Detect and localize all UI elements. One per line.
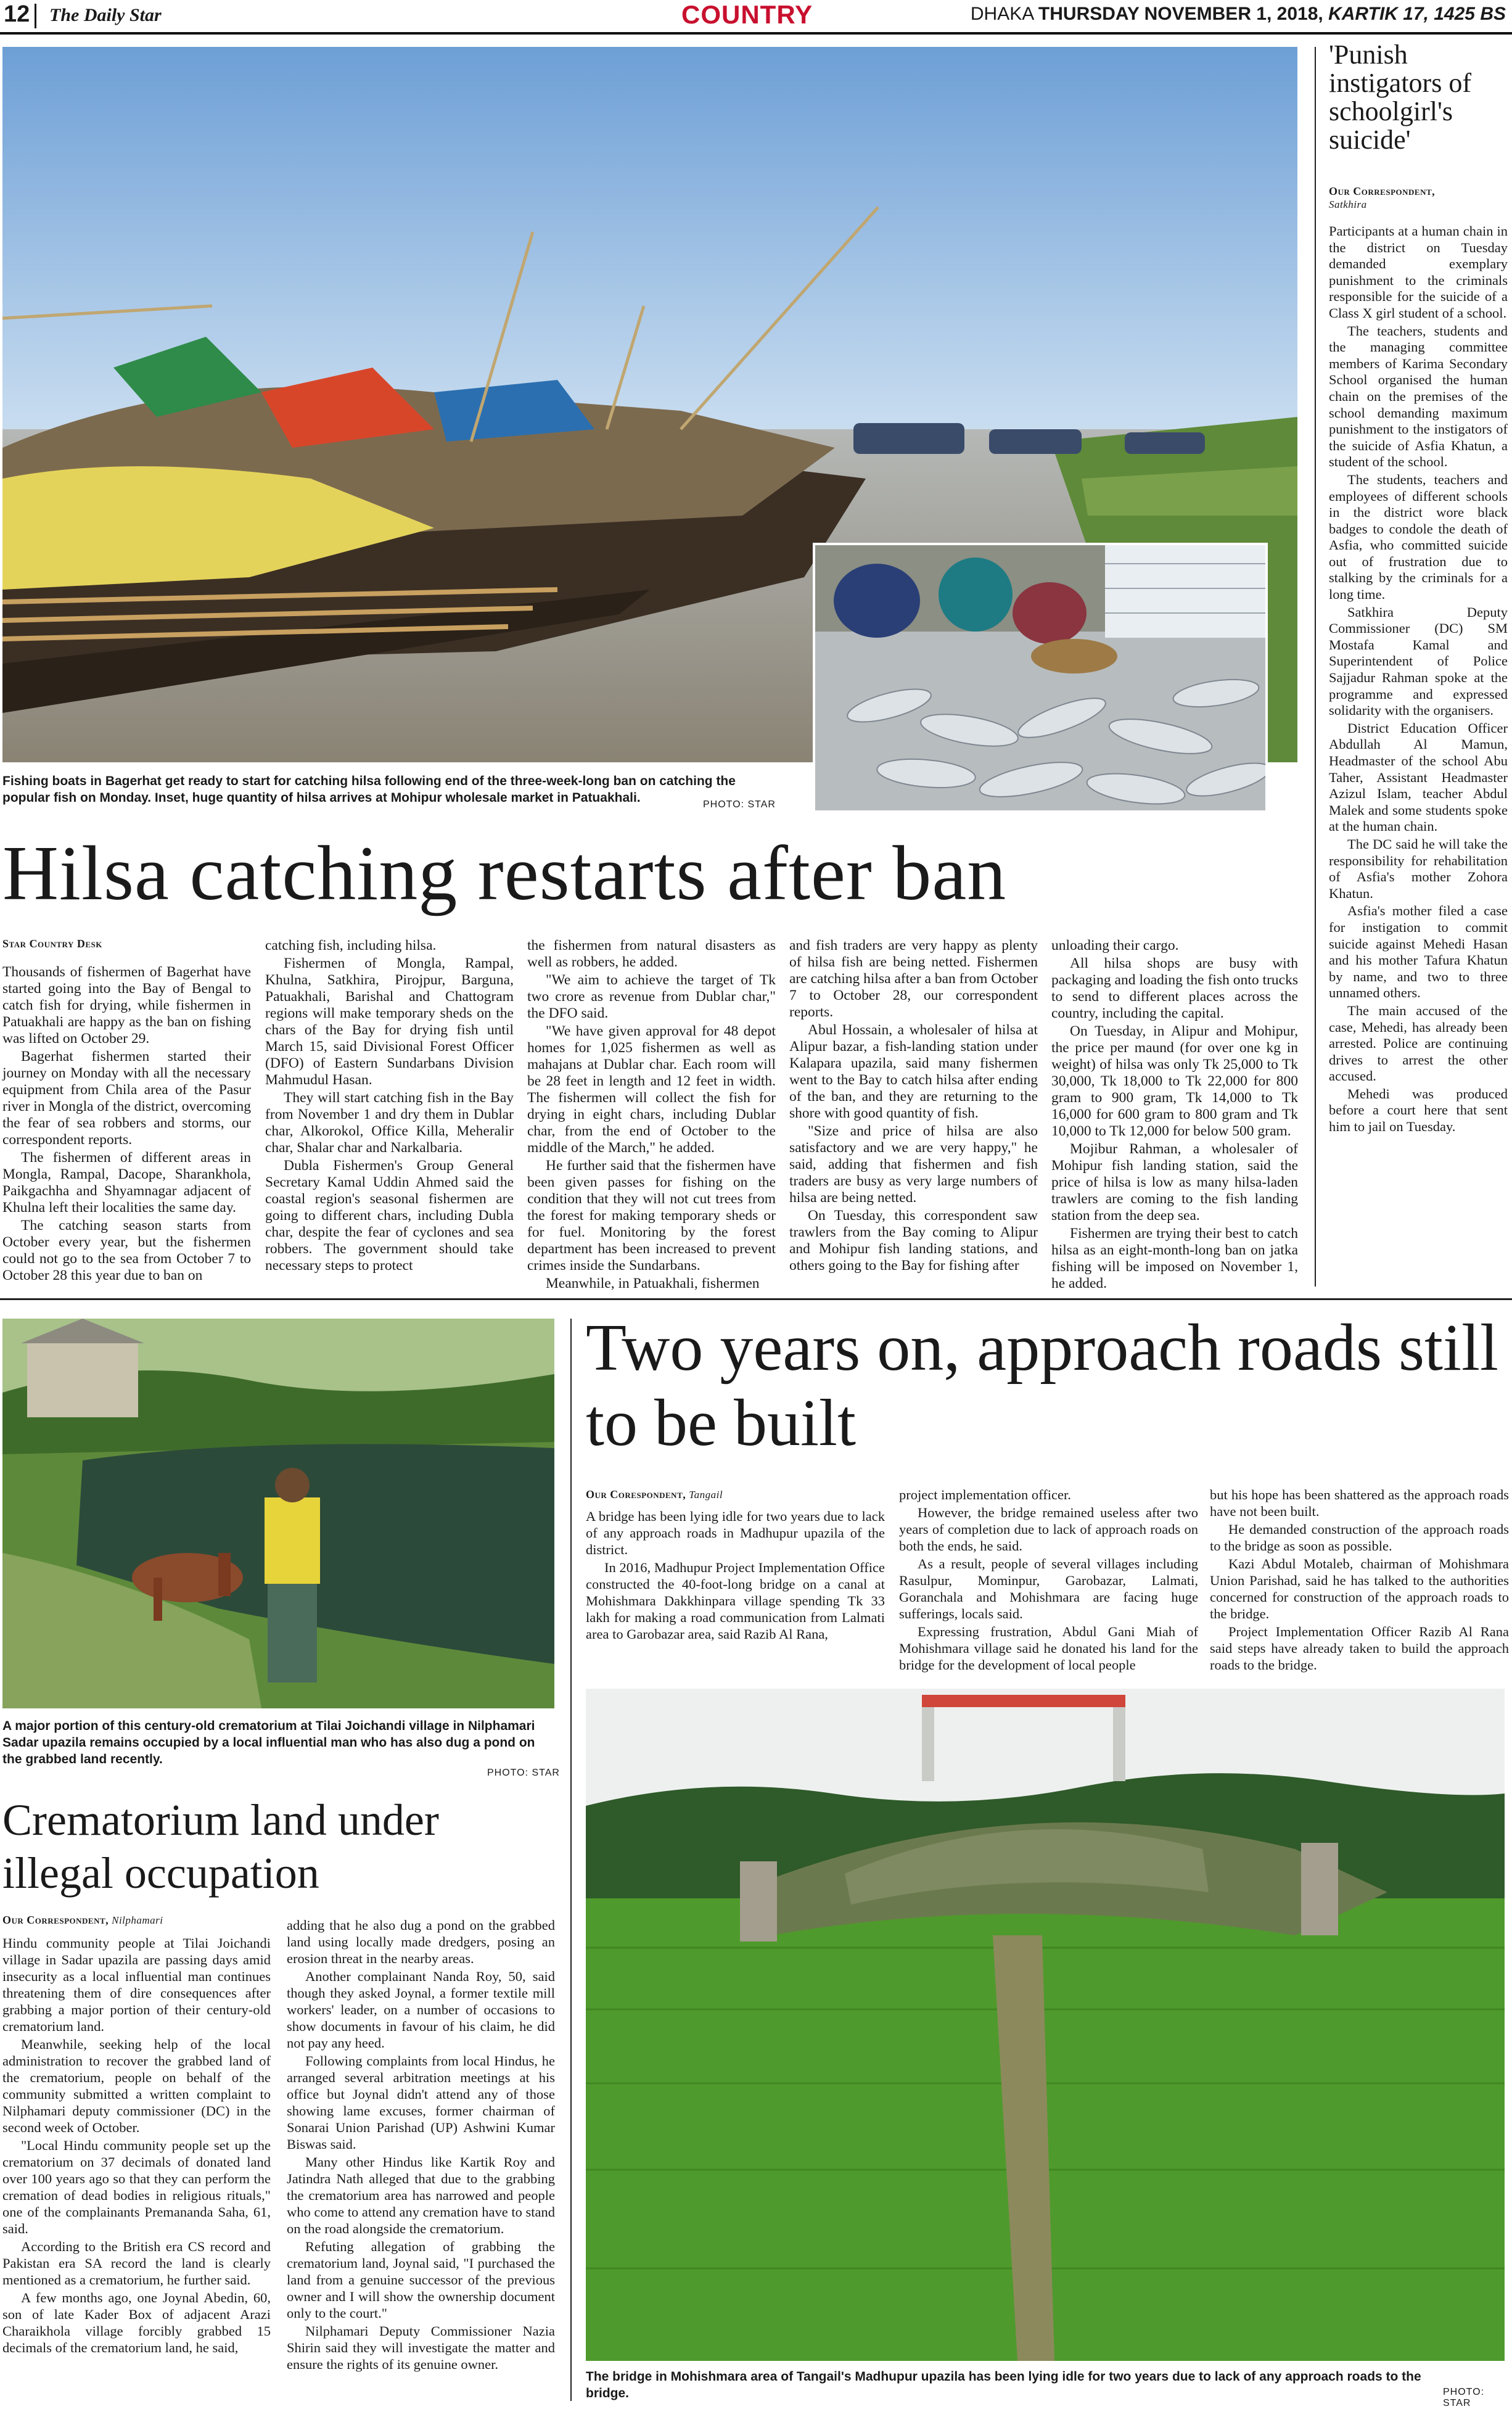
paragraph: Many other Hindus like Kartik Roy and Jatindra Nath alleged that due to the grabbing the crematorium area has narrowed and people who come to attend any cremation have to stand on the road alongside the crematorium. (287, 2154, 555, 2236)
section-divider (0, 1298, 1512, 1300)
paragraph: On Tuesday, this correspondent saw trawlers from the Bay coming to Alipur and Mohipur fish landing stations, and others going to the Bay for fishing after (789, 1208, 1038, 1274)
paragraph: "Size and price of hilsa are also satisfactory and we are very happy," he said, adding that fishermen and fish traders are busy as very large numbers of hilsa are being netted. (789, 1123, 1038, 1206)
hilsa-column-1 (2, 964, 251, 1285)
paragraph: catching fish, including hilsa. (265, 937, 437, 953)
paragraph: All hilsa shops are busy with packaging and loading the fish onto trucks to send to different places across the country, including the capital. (1051, 955, 1298, 1021)
hilsa-column-3 (527, 937, 776, 1293)
paragraph: Following complaints from local Hindus, he arranged several arbitration meetings at his office but Joynal didn't attend any of those showing lame excuses, former chairman of Sonarai Union Parishad (UP) Ashwini Kumar Biswas said. (287, 2053, 555, 2152)
paragraph: Bagerhat fishermen started their journey on Monday with all the necessary equipment from Chila area of the Pasur river in Mongla of the district, overcoming the fear of sea robbers and storms, our correspondent reports. (2, 1048, 251, 1148)
crematorium-column-2 (287, 1917, 555, 2374)
paragraph: Another complainant Nanda Roy, 50, said though they asked Joynal, a former textile mill workers' leader, on a number of occasions to show documents in favour of his claim, he did not pay any heed. (287, 1969, 555, 2051)
bridge-headline: Two years on, approach roads still to be built (586, 1311, 1499, 1460)
hilsa-column-2 (265, 937, 514, 1275)
paragraph: Project Implementation Officer Razib Al Rana said steps have already taken to build the approach roads to the bridge. (1210, 1624, 1509, 1673)
paragraph: The catching season starts from October every year, but the fishermen could not go to the sea from October 7 to October 28 this year due to ban on (2, 1217, 251, 1283)
bridge-column-2 (899, 1486, 1198, 1674)
paragraph: Kazi Abdul Motaleb, chairman of Mohishmara Union Parishad, said he has talked to the authorities concerned for construction of the approach roads to the bridge. (1210, 1556, 1509, 1621)
dateline-city: DHAKA (970, 4, 1033, 24)
paragraph: Refuting allegation of grabbing the crematorium land, Joynal said, "I purchased the land from a genuine successor of the previous owner and I will show the ownership document only to the court." (287, 2239, 555, 2321)
paragraph: unloading their cargo. (1051, 937, 1179, 953)
paragraph: "Local Hindu community people set up the crematorium on 37 decimals of donated land over 100 years ago so that they can perform the cremation of dead bodies in religious rituals," one of the complainants Premananda Saha, 61, said. (2, 2138, 271, 2236)
paragraph: Abul Hossain, a wholesaler of hilsa at Alipur bazar, a fish-landing station under Kalapara upazila, said many fishermen went to the Bay to catch hilsa after ending of the ban, and they are returning to the shore with good quantity of fish. (789, 1022, 1038, 1121)
paragraph: Meanwhile, seeking help of the local administration to recover the grabbed land of the crematorium, people on behalf of the community submitted a written complaint to Nilphamari deputy commissioner (DC) in the second week of October. (2, 2036, 271, 2135)
bridge-photo-credit: PHOTO: STAR (1443, 2387, 1485, 2408)
byline-place: Tangail (689, 1489, 723, 1501)
column-rule (1315, 47, 1316, 1287)
byline-place: Nilphamari (112, 1914, 163, 1926)
paragraph: A bridge has been lying idle for two years due to lack of any approach roads in Madhupur upazila of the district. (586, 1509, 885, 1557)
hilsa-photo-caption: Fishing boats in Bagerhat get ready to start for catching hilsa following end of the three-week-long ban on catching the popular fish on Monday. Inset, huge quantity of hilsa arrives at Mohipur wholesale market in Patuakhali. (2, 774, 736, 805)
masthead-divider (35, 4, 36, 28)
paragraph: "We have given approval for 48 depot homes for 1,025 fishermen as well as mahajans at Dublar char. Each room will be 28 feet in length and 12 feet in width. The fishermen will collect the fish for drying in eight chars, including Dublar char, from the end of October to the middle of the March," he added. (527, 1023, 776, 1156)
hilsa-byline: Star Country Desk (2, 937, 102, 950)
bridge-photo (586, 1689, 1505, 2361)
dateline-bangla-date: KARTIK 17, 1425 BS (1328, 4, 1506, 24)
suicide-byline (1329, 185, 1508, 211)
crematorium-column-1 (2, 1935, 271, 2357)
hilsa-market-inset-photo (813, 543, 1268, 813)
paragraph: Meanwhile, in Patuakhali, fishermen (546, 1275, 760, 1291)
paragraph: Asfia's mother filed a case for instigation to commit suicide against Mehedi Hasan and his mother Tafura Khatun by name, and two to three unnamed others. (1329, 903, 1508, 1001)
paragraph: They will start catching fish in the Bay from November 1 and dry them in Dublar char, Alkorokol, Office Killa, Meheralir char, Shalar char and Narkalbaria. (265, 1090, 514, 1156)
paragraph: Thousands of fishermen of Bagerhat have started going into the Bay of Bengal to catch fish for drying, while fishermen in Patuakhali are happy as the ban on fishing was lifted on October 29. (2, 964, 251, 1047)
byline-label: Our Corespondent, (586, 1488, 686, 1501)
hilsa-photo-credit: PHOTO: STAR (703, 799, 776, 810)
column-rule (570, 1319, 572, 2401)
crematorium-photo (2, 1319, 554, 1708)
paragraph: A few months ago, one Joynal Abedin, 60, son of late Kader Box of adjacent Arazi Charaikhola village forcibly grabbed 15 decimals of the crematorium land, he said, (2, 2290, 271, 2355)
section-title: COUNTRY (681, 0, 813, 29)
paragraph: project implementation officer. (899, 1487, 1071, 1502)
hilsa-column-4 (789, 937, 1038, 1275)
paragraph: However, the bridge remained useless after two years of completion due to lack of approach roads on both the ends, he said. (899, 1505, 1198, 1554)
paragraph: Expressing frustration, Abdul Gani Miah of Mohishmara village said he donated his land for the bridge for the development of local people (899, 1624, 1198, 1673)
paragraph: The teachers, students and the managing committee members of Karima Secondary School organised the human chain on the premises of the school demanding maximum punishment to the instigators of the suicide of Asfia Khatun, a student of the school. (1329, 323, 1508, 470)
paragraph: The students, teachers and employees of different schools in the district wore black badges to condole the death of Asfia, who committed suicide out of frustration due to stalking by the criminals for a long time. (1329, 471, 1508, 603)
paragraph: but his hope has been shattered as the approach roads have not been built. (1210, 1487, 1509, 1519)
suicide-body (1329, 223, 1508, 1137)
suicide-headline: 'Punish instigators of schoolgirl's suicide' (1329, 39, 1471, 155)
crematorium-photo-credit: PHOTO: STAR (487, 1768, 560, 1778)
paragraph: Nilphamari Deputy Commissioner Nazia Shirin said they will investigate the matter and ensure the rights of its genuine owner. (287, 2323, 555, 2372)
dateline (971, 4, 1506, 25)
paragraph: The main accused of the case, Mehedi, has already been arrested. Police are continuing drives to arrest the other accused. (1329, 1002, 1508, 1084)
crematorium-headline: Crematorium land under illegal occupation (2, 1795, 439, 1898)
byline-label: Our Correspondent, (1329, 185, 1436, 197)
paper-name: The Daily Star (49, 5, 162, 25)
paragraph: "We aim to achieve the target of Tk two crore as revenue from Dublar char," the DFO said. (527, 972, 776, 1021)
paragraph: the fishermen from natural disasters as well as robbers, he added. (527, 937, 776, 970)
bridge-column-3 (1210, 1486, 1509, 1674)
paragraph: Mojibur Rahman, a wholesaler of Mohipur fish landing station, said the price of hilsa is low as many hilsa-laden trawlers are coming to the fish landing station from the deep sea. (1051, 1141, 1298, 1224)
hilsa-headline: Hilsa catching restarts after ban (2, 831, 1007, 916)
crematorium-photo-caption: A major portion of this century-old crematorium at Tilai Joichandi village in Nilphamari Sadar upazila remains occupied by a local influential man who has also dug a pond on the grabbed land recently. (2, 1719, 535, 1766)
paragraph: Dubla Fishermen's Group General Secretary Kamal Uddin Ahmed said the coastal region's seasonal fishermen are going to different chars, including Dubla char, despite the fear of cyclones and sea robbers. The government should take necessary steps to protect (265, 1158, 514, 1274)
byline-place: Satkhira (1329, 199, 1367, 210)
paragraph: Mehedi was produced before a court here that sent him to jail on Tuesday. (1329, 1085, 1508, 1135)
page-number: 12 (4, 1, 30, 27)
byline-label: Our Correspondent, (2, 1914, 109, 1926)
paragraph: He demanded construction of the approach roads to the bridge as soon as possible. (1210, 1522, 1509, 1554)
paragraph: In 2016, Madhupur Project Implementation Office constructed the 40-foot-long bridge on a canal at Mohishmara Dakkhinpara village spending Tk 33 lakh for making a road communication from Lalmati area to Garobazar area, said Razib Al Rana, (586, 1560, 885, 1642)
paragraph: He further said that the fishermen have been given passes for fishing on the condition that they will not cut trees from the forest for making temporary sheds or for fuel. Monitoring by the forest department has been increased to prevent crimes inside the Sundarbans. (527, 1158, 776, 1274)
paragraph: District Education Officer Abdullah Al Mamun, Headmaster of the school Abu Taher, Assistant Headmaster Azizul Islam, teacher Abdul Malek and some students spoke at the human chain. (1329, 720, 1508, 834)
paragraph: As a result, people of several villages including Rasulpur, Mominpur, Garobazar, Lalmati, Goranchala and Mohishmara are facing huge sufferings, locals said. (899, 1556, 1198, 1621)
paragraph: On Tuesday, in Alipur and Mohipur, the price per maund (for over one kg in weight) of hilsa was only Tk 25,000 to Tk 30,000, Tk 18,000 to Tk 22,000 for 800 gram to 900 gram, Tk 14,000 to Tk 16,000 for 600 gram to 800 gram and Tk 10,000 to Tk 12,000 for below 500 gram. (1051, 1023, 1298, 1139)
paragraph: Fishermen are trying their best to catch hilsa as an eight-month-long ban on jatka fishing will be imposed on November 1, he added. (1051, 1225, 1298, 1291)
hilsa-column-5 (1051, 937, 1298, 1293)
paragraph: The fishermen of different areas in Mongla, Rampal, Dacope, Sharankhola, Paikgachha and Shyamnagar adjacent of Khulna left their localities the same day. (2, 1150, 251, 1216)
paragraph: and fish traders are very happy as plenty of hilsa fish are being netted. Fishermen are catching hilsa after a ban from October 7 to October 28, our correspondent reports. (789, 937, 1038, 1020)
paragraph: According to the British era CS record and Pakistan era SA record the land is clearly mentioned as a crematorium, he further said. (2, 2239, 271, 2288)
paragraph: Hindu community people at Tilai Joichandi village in Sadar upazila are passing days amid insecurity as a local influential man continues threatening them of dire consequences after grabbing a major portion of their century-old crematorium land. (2, 1935, 271, 2034)
bridge-column-1 (586, 1508, 885, 1644)
bridge-byline (586, 1488, 723, 1501)
paragraph: adding that he also dug a pond on the grabbed land using locally made dredgers, posing an erosion threat in the nearby areas. (287, 1917, 555, 1966)
masthead (0, 0, 1512, 35)
paragraph: Satkhira Deputy Commissioner (DC) SM Mostafa Kamal and Superintendent of Police Sajjadur Rahman spoke at the programme and expressed solidarity with the organisers. (1329, 604, 1508, 719)
bridge-photo-caption: The bridge in Mohishmara area of Tangail's Madhupur upazila has been lying idle for two years due to lack of any approach roads to the bridge. (586, 2370, 1421, 2400)
paragraph: The DC said he will take the responsibility for rehabilitation of Asfia's mother Zohora Khatun. (1329, 836, 1508, 901)
crematorium-byline (2, 1914, 163, 1927)
paragraph: Fishermen of Mongla, Rampal, Khulna, Satkhira, Pirojpur, Barguna, Patuakhali, Barishal and Chattogram regions will make temporary sheds on the chars of the Bay for drying fish until March 15, said Divisional Forest Officer (DFO) of Eastern Sundarbans Division Mahmudul Hasan. (265, 955, 514, 1088)
paragraph: Participants at a human chain in the district on Tuesday demanded exemplary punishment to the criminals responsible for the suicide of a Class X girl student of a school. (1329, 223, 1508, 321)
dateline-date: THURSDAY NOVEMBER 1, 2018, (1038, 4, 1323, 24)
